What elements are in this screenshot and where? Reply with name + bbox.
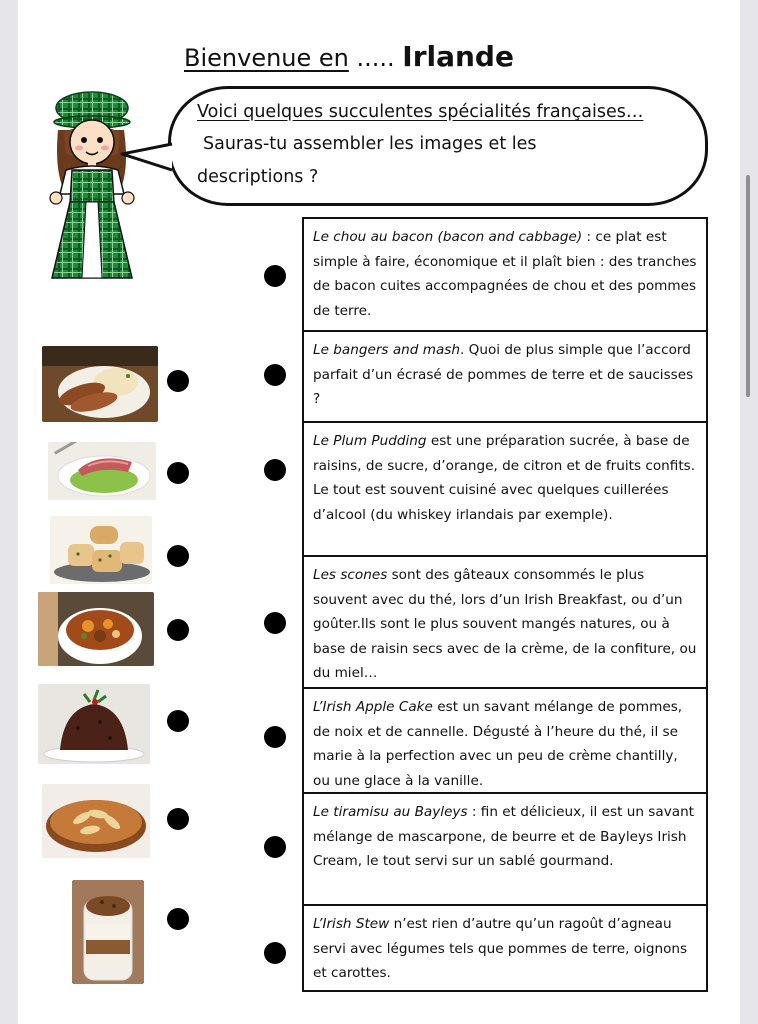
dish-description: est un savant mélange de pommes, de noix et de cannelle. Dégusté à l’heure du thé, il se marie à la perfection avec un peu de crème chantilly, ou une glace à la vanille. — [313, 699, 683, 789]
description-box — [302, 217, 708, 332]
dish-name: L’Irish Stew — [313, 916, 390, 932]
photo-match-dot-2[interactable] — [167, 462, 189, 484]
photo-match-dot-3[interactable] — [167, 545, 189, 567]
description-match-dot-3[interactable] — [264, 459, 286, 481]
description-match-dot-5[interactable] — [264, 726, 286, 748]
bangers-and-mash-photo — [42, 346, 158, 422]
irish-girl-illustration — [44, 84, 140, 284]
photo-match-dot-1[interactable] — [167, 370, 189, 392]
speech-line-3: descriptions ? — [197, 167, 319, 187]
description-box — [302, 330, 708, 423]
scrollbar[interactable] — [746, 175, 750, 397]
dish-name: Le chou au bacon (bacon and cabbage) — [313, 229, 583, 245]
dish-description: sont des gâteaux consommés le plus souvent avec du thé, lors d’un Irish Breakfast, ou d’un goûter.Ils sont le plus souvent mangés natures, ou à base de raisin secs avec de la crème, de la confiture, ou du miel… — [313, 567, 697, 681]
description-match-dot-6[interactable] — [264, 836, 286, 858]
apple-cake-photo — [42, 784, 150, 858]
scones-photo — [50, 516, 152, 584]
dish-name: L’Irish Apple Cake — [313, 699, 433, 715]
title-welcome: Bienvenue en — [184, 44, 349, 72]
dish-name: Le bangers and mash — [313, 342, 460, 358]
dish-name: Les scones — [313, 567, 388, 583]
dish-description: n’est rien d’autre qu’un ragoût d’agneau servi avec légumes tels que pommes de terre, oignons et carottes. — [313, 916, 688, 981]
description-match-dot-1[interactable] — [264, 265, 286, 287]
speech-bubble-tail — [118, 140, 174, 180]
description-box — [302, 421, 708, 557]
description-match-dot-4[interactable] — [264, 612, 286, 634]
dish-description: : fin et délicieux, il est un savant mélange de mascarpone, de beurre et de Bayleys Irish Cream, le tout servi sur un sablé gourmand. — [313, 804, 695, 869]
plum-pudding-photo — [38, 684, 150, 764]
description-match-dot-7[interactable] — [264, 942, 286, 964]
bacon-and-cabbage-photo — [48, 442, 156, 500]
dish-name: Le Plum Pudding — [313, 433, 427, 449]
description-box — [302, 687, 708, 794]
title-country: Irlande — [402, 40, 514, 73]
title-dots: ..... — [348, 44, 403, 72]
photo-match-dot-6[interactable] — [167, 808, 189, 830]
speech-line-2: Sauras-tu assembler les images et les — [203, 134, 537, 154]
dish-description: . Quoi de plus simple que l’accord parfait d’un écrasé de pommes de terre et de saucisses ? — [313, 342, 694, 407]
dish-description: est une préparation sucrée, à base de raisins, de sucre, d’orange, de citron et de fruits confits. Le tout est souvent cuisiné avec quelques cuillerées d’alcool (du whiskey irlandais par exemple). — [313, 433, 696, 523]
photo-match-dot-4[interactable] — [167, 619, 189, 641]
speech-line-1: Voici quelques succulentes spécialités françaises… — [197, 102, 644, 122]
page-title — [184, 40, 514, 73]
photo-match-dot-5[interactable] — [167, 710, 189, 732]
irish-stew-photo — [38, 592, 154, 666]
tiramisu-photo — [72, 880, 144, 984]
description-box — [302, 792, 708, 906]
description-box — [302, 555, 708, 689]
description-box — [302, 904, 708, 992]
photo-match-dot-7[interactable] — [167, 908, 189, 930]
description-match-dot-2[interactable] — [264, 364, 286, 386]
dish-name: Le tiramisu au Bayleys — [313, 804, 468, 820]
dish-description: : ce plat est simple à faire, économique et il plaît bien : des tranches de bacon cuites accompagnées de chou et des pommes de terre. — [313, 229, 697, 319]
